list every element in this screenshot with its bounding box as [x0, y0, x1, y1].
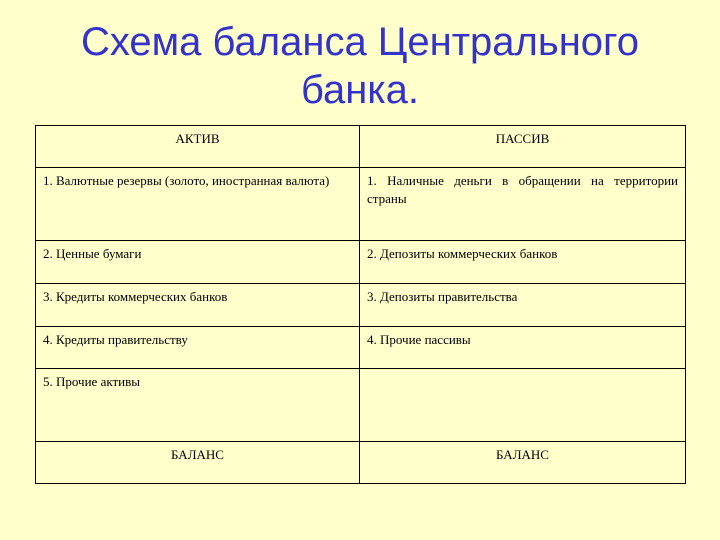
footer-assets: БАЛАНС — [36, 442, 360, 484]
asset-cell: 1. Валютные резервы (золото, иностранная валюта) — [36, 168, 360, 241]
table-footer-row — [36, 442, 686, 484]
asset-cell: 5. Прочие активы — [36, 369, 360, 442]
table-row — [36, 369, 686, 442]
asset-cell: 4. Кредиты правительству — [36, 327, 360, 369]
slide-title-line-2: банка. — [300, 68, 420, 112]
table-header-row — [36, 126, 686, 168]
slide-title — [0, 18, 720, 114]
liability-cell: 2. Депозиты коммерческих банков — [360, 241, 686, 284]
balance-sheet-table — [35, 125, 686, 484]
footer-liabilities: БАЛАНС — [360, 442, 686, 484]
header-assets: АКТИВ — [36, 126, 360, 168]
table-row — [36, 327, 686, 369]
table-row — [36, 168, 686, 241]
table-row — [36, 284, 686, 327]
liability-cell — [360, 369, 686, 442]
header-liabilities: ПАССИВ — [360, 126, 686, 168]
table-row — [36, 241, 686, 284]
liability-cell: 3. Депозиты правительства — [360, 284, 686, 327]
asset-cell: 2. Ценные бумаги — [36, 241, 360, 284]
slide-title-line-1: Схема баланса Центрального — [80, 20, 640, 64]
liability-cell: 4. Прочие пассивы — [360, 327, 686, 369]
liability-cell: 1. Наличные деньги в обращении на территории страны — [360, 168, 686, 241]
asset-cell: 3. Кредиты коммерческих банков — [36, 284, 360, 327]
